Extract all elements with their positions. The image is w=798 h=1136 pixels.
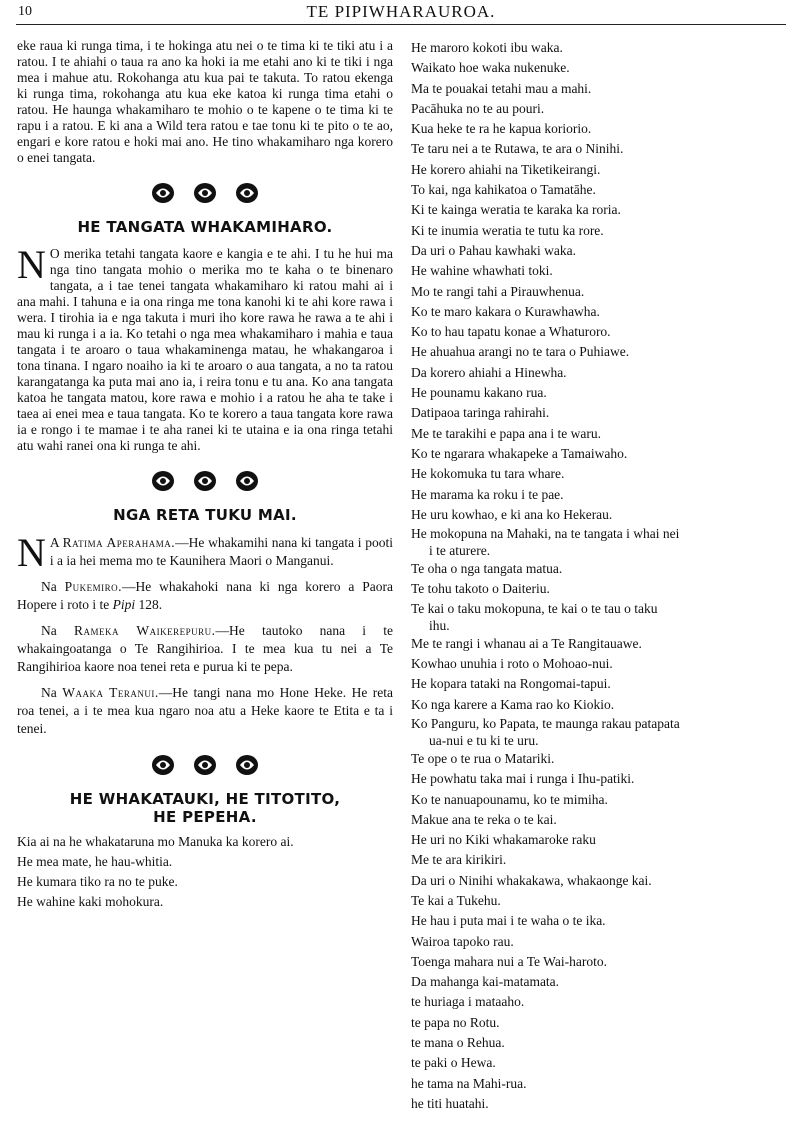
page-number: 10 <box>18 4 32 19</box>
fleuron-icon <box>151 470 175 492</box>
section-heading-reta: NGA RETA TUKU MAI. <box>113 506 297 524</box>
fleuron-icon <box>235 182 259 204</box>
letter-item: Na Rameka Waikerepuru.—He tautoko nana i te whakaingoatanga o Te Rangihirioa. I te mea kua tu nei a Te Rangihirioa kaore noa tenei reta e purua ki te pepa. <box>17 623 393 674</box>
drop-cap: N <box>17 242 46 287</box>
proverb-line: He powhatu taka mai i runga i Ihu-patiki. <box>411 771 635 787</box>
proverb-line: Ki te kainga weratia te karaka ka roria. <box>411 202 621 218</box>
proverb-line: Ma te pouakai tetahi mau a mahi. <box>411 80 592 96</box>
fleuron-icon <box>193 470 217 492</box>
proverb-line: Te taru nei a te Rutawa, te ara o Ninihi. <box>411 141 624 157</box>
page-header <box>16 2 786 25</box>
article-paragraph <box>17 242 393 454</box>
proverb-line: Kua heke te ra he kapua koriorio. <box>411 121 592 137</box>
proverb-line: Ki te inumia weratia te tutu ka rore. <box>411 222 604 238</box>
proverb-line: Ko to hau tapatu konae a Whaturoro. <box>411 324 611 340</box>
proverb-line: Ko Panguru, ko Papata, te maunga rakau patapata <box>411 715 680 731</box>
proverb-list-left <box>17 832 393 912</box>
proverb-line: Da uri o Ninihi whakakawa, whakaonge kai. <box>411 872 652 888</box>
proverb-line: Ko te maro kakara o Kurawhawha. <box>411 303 600 319</box>
proverb-line: He kopara tataki na Rongomai-tapui. <box>411 676 611 692</box>
proverb-line: te huriaga i mataaho. <box>411 994 525 1010</box>
proverb-line: He mokopuna na Mahaki, na te tangata i whai nei <box>411 526 680 542</box>
proverb-line: Te ope o te rua o Matariki. <box>411 750 555 766</box>
proverb-line: He wahine whawhati toki. <box>411 263 553 279</box>
proverb-line: te papa no Rotu. <box>411 1014 500 1030</box>
proverb-line-continuation: i te aturere. <box>429 543 491 559</box>
proverb-line: He hau i puta mai i te waha o te ika. <box>411 913 606 929</box>
proverb-line: Me te rangi i whanau ai a Te Rangitauawe. <box>411 635 642 651</box>
left-column <box>17 38 393 912</box>
section-heading-tangata: HE TANGATA WHAKAMIHARO. <box>77 218 333 236</box>
letter-author: Rameka Waikerepuru. <box>73 623 216 638</box>
proverb-line: Wairoa tapoko rau. <box>411 933 514 949</box>
letter-author: Waaka Teranui. <box>62 685 159 700</box>
intro-paragraph: eke raua ki runga tima, i te hokinga atu nei o te tima ki te tiki atu i a ratou. I te ahiahi o taua ra ano ka hoki ia me etahi ano ki te tiki i nga mea i mahue atu. Rokohanga atu kua pai te takuta. To ratou ekenga ki runga tima, rokohanga atu kua eke katoa ki runga tima etahi o ratou. He haunga whakamiharo te mohio o te kapene o te tima ki te rapu i a ratou. E ki ana a Wild tera ratou e tae tonu ki te pito o te ao, engari e kore ratou e hoki mai ano. He tino whakamiharo nga korero o enei tangata. <box>17 38 393 165</box>
proverb-line: He uri no Kiki whakamaroke raku <box>411 832 596 848</box>
proverb-line: He ahuahua arangi no te tara o Puhiawe. <box>411 344 630 360</box>
ornament-divider <box>17 754 393 776</box>
letter-text: —He whakamihi nana ki tangata i pooti i a ia hei mema mo te Kaunihera Maori o Manganui. <box>49 535 393 568</box>
fleuron-icon <box>193 754 217 776</box>
proverb-line-continuation: ua-nui e tu ki te uru. <box>429 732 539 748</box>
proverb-line: Kia ai na he whakataruna mo Manuka ka korero ai. <box>17 834 294 849</box>
proverb-line: Da uri o Pahau kawhaki waka. <box>411 242 576 258</box>
proverb-line: Te kai o taku mokopuna, te kai o te tau o taku <box>411 600 658 616</box>
ornament-divider <box>17 470 393 492</box>
letter-item: N A Ratima Aperahama.—He whakamihi nana ki tangata i pooti i a ia hei mema mo te Kaunihera Maori o Manganui. <box>17 530 393 575</box>
proverb-line: Ko nga karere a Kama rao ko Kiokio. <box>411 696 615 712</box>
proverb-line: Te tohu takoto o Daiteriu. <box>411 581 550 597</box>
proverb-line: Kowhao unuhia i roto o Mohoao-nui. <box>411 656 613 672</box>
proverb-line: He maroro kokoti ibu waka. <box>411 40 563 55</box>
fleuron-icon <box>235 754 259 776</box>
letter-item: Na Pukemiro.—He whakahoki nana ki nga korero a Paora Hopere i roto i te Pipi 128. <box>17 579 393 612</box>
proverb-line: Da mahanga kai-matamata. <box>411 974 560 990</box>
proverb-line: Ko te ngarara whakapeke a Tamaiwaho. <box>411 445 628 461</box>
section-heading-whakatauki: HE WHAKATAUKI, HE TITOTITO, HE PEPEHA. <box>69 790 341 826</box>
proverb-line: Datipaoa taringa rahirahi. <box>411 405 550 421</box>
proverb-line: Me te tarakihi e papa ana i te waru. <box>411 425 602 441</box>
proverb-line: He korero ahiahi na Tiketikeirangi. <box>411 161 601 177</box>
proverb-line: He kumara tiko ra no te puke. <box>17 874 178 889</box>
publication-ref: Pipi <box>112 597 136 612</box>
letter-text: —He tangi nana mo Hone Heke. He reta roa tenei, a i te mea kua ngaro noa atu a Heke kaore te Etita e ta i tenei. <box>17 685 393 736</box>
proverb-line: Da korero ahiahi a Hinewha. <box>411 364 567 380</box>
proverb-line: Me te ara kirikiri. <box>411 852 507 868</box>
proverb-line: te paki o Hewa. <box>411 1055 496 1071</box>
proverb-line: he tama na Mahi-rua. <box>411 1075 527 1091</box>
proverb-line: He kokomuka tu tara whare. <box>411 466 565 482</box>
proverb-line: Waikato hoe waka nukenuke. <box>411 60 570 76</box>
proverb-line: He uru kowhao, e ki ana ko Hekerau. <box>411 506 613 522</box>
fleuron-icon <box>235 470 259 492</box>
letter-author: Ratima Aperahama. <box>62 535 176 550</box>
proverb-line-continuation: ihu. <box>429 617 450 633</box>
letter-author: Pukemiro. <box>64 579 122 594</box>
proverb-line: Te oha o nga tangata matua. <box>411 561 563 577</box>
fleuron-icon <box>151 754 175 776</box>
proverb-line: He mea mate, he hau-whitia. <box>17 854 173 869</box>
article-text: O merika tetahi tangata kaore e kangia e te ahi. I tu he hui ma nga tino tangata mohio o merika mo te kaha o te binenaro tangata, a i tae tenei tangata whakamiharo ki ratou mahi ai i ana mahi. I tahuna e ia ona ringa me tona kanohi ki te ahi kore rawa i wera. I tirohia ia e nga takuta i muri iho kore rawa he rawa a te ahi i mau ki runga i a ia. Ko tetahi o nga mea whakamiharo i mahia e taua tangata i te aroaro o taua whakaminenga matau, he whakangaroa i tona tinana. I ngaro noaiho ia ki te aroaro o aua tangata, a no ta ratou karangatanga ka puta mai ano ia, i reira tonu e tu ana. Ko ana tangata katoa he tangata matou, kore rawa e mohio i a ratou he aha te take i taea ai enei mea e taua tangata. Ko te korero a taua tangata kore rawa ia e rongo i te mamae i te aha ranei ki te utaina e ia ona ringa tetahi atu wahi ranei ona ki runga te ahi. <box>17 246 393 453</box>
fleuron-icon <box>193 182 217 204</box>
proverb-line: Mo te rangi tahi a Pirauwhenua. <box>411 283 585 299</box>
proverb-line: He marama ka roku i te pae. <box>411 486 564 502</box>
letter-text: —He whakahoki nana ki nga korero a Paora Hopere i roto i te <box>17 579 393 612</box>
letter-text: —He tautoko nana i te whakaingoatanga o Te Rangihirioa. I te mea kua tu nei a Te Rangihirioa kaore noa tenei reta e purua ki te pepa. <box>17 623 393 674</box>
proverb-line: te mana o Rehua. <box>411 1035 505 1051</box>
running-title: TE PIPIWHARAUROA. <box>306 2 496 21</box>
fleuron-icon <box>151 182 175 204</box>
proverb-line: Te kai a Tukehu. <box>411 892 501 908</box>
letter-item: Na Waaka Teranui.—He tangi nana mo Hone Heke. He reta roa tenei, a i te mea kua ngaro noa atu a Heke kaore te Etita e ta i tenei. <box>17 685 393 736</box>
ornament-divider <box>17 182 393 204</box>
proverb-line: He pounamu kakano rua. <box>411 385 547 401</box>
proverb-line: he titi huatahi. <box>411 1095 489 1111</box>
proverb-line: To kai, nga kahikatoa o Tamatāhe. <box>411 182 596 198</box>
proverb-line: Toenga mahara nui a Te Wai-haroto. <box>411 953 607 969</box>
proverb-line: Ko te nanuapounamu, ko te mimiha. <box>411 791 608 807</box>
right-column-proverbs <box>411 38 791 1114</box>
proverb-line: Makue ana te reka o te kai. <box>411 811 557 827</box>
proverb-line: He wahine kaki mohokura. <box>17 894 164 909</box>
drop-cap: N <box>17 530 46 575</box>
proverb-line: Pacāhuka no te au pouri. <box>411 100 545 116</box>
